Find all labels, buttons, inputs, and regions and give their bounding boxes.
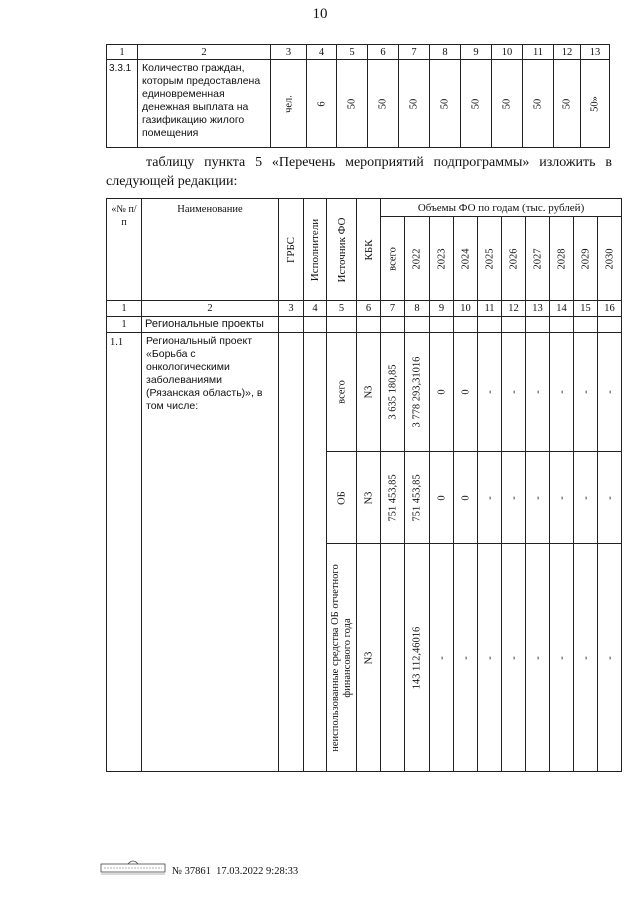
- column-number: 7: [399, 45, 430, 60]
- kbk-cell: N3: [357, 452, 381, 544]
- column-number: 11: [478, 301, 502, 317]
- header-year: 2023: [430, 217, 454, 301]
- header-source: Источник ФО: [327, 199, 357, 301]
- column-number: 14: [550, 301, 574, 317]
- year-2022-cell: 751 453,85: [405, 452, 430, 544]
- value-cell: 50: [461, 60, 492, 148]
- project-number: 1.1: [107, 333, 142, 772]
- year-value-cell: -: [478, 452, 502, 544]
- project-name: Региональный проект «Борьба с онкологическими заболеваниями (Рязанская область)», в том числе:: [142, 333, 279, 772]
- header-total: всего: [381, 217, 405, 301]
- header-year: 2026: [502, 217, 526, 301]
- unit-cell: чел.: [271, 60, 307, 148]
- column-number: 15: [574, 301, 598, 317]
- header-num: «№ п/п: [107, 199, 142, 301]
- header-volumes: Объемы ФО по годам (тыс. рублей): [381, 199, 622, 217]
- column-number: 6: [357, 301, 381, 317]
- column-number: 7: [381, 301, 405, 317]
- page-number: 10: [312, 6, 328, 22]
- header-grbs: ГРБС: [279, 199, 304, 301]
- header-year: 2022: [405, 217, 430, 301]
- header-kbk: КБК: [357, 199, 381, 301]
- year-value-cell: -: [478, 333, 502, 452]
- year-value-cell: -: [550, 452, 574, 544]
- header-year: 2027: [526, 217, 550, 301]
- section-name: Региональные проекты: [142, 317, 279, 333]
- value-cell: 50: [399, 60, 430, 148]
- column-number: 2: [138, 45, 271, 60]
- total-cell: [381, 544, 405, 772]
- year-value-cell: -: [574, 452, 598, 544]
- table-activities: [106, 198, 622, 772]
- column-number: 1: [107, 301, 142, 317]
- column-number: 11: [523, 45, 554, 60]
- year-value-cell: -: [526, 452, 550, 544]
- value-cell: 50: [430, 60, 461, 148]
- header-year: 2024: [454, 217, 478, 301]
- column-number: 6: [368, 45, 399, 60]
- timestamp: 17.03.2022 9:28:33: [216, 866, 299, 877]
- total-cell: 751 453,85: [381, 452, 405, 544]
- doc-number: № 37861: [172, 866, 211, 877]
- table-row: [107, 333, 622, 452]
- kbk-cell: N3: [357, 544, 381, 772]
- column-number: 1: [107, 45, 138, 60]
- column-number: 8: [405, 301, 430, 317]
- year-value-cell: -: [502, 544, 526, 772]
- year-value-cell: -: [502, 333, 526, 452]
- section-number: 1: [107, 317, 142, 333]
- year-value-cell: -: [502, 452, 526, 544]
- column-number: 12: [554, 45, 581, 60]
- year-2022-cell: 3 778 293,31016: [405, 333, 430, 452]
- header-year: 2030: [598, 217, 622, 301]
- value-cell: 50: [523, 60, 554, 148]
- year-value-cell: -: [454, 544, 478, 772]
- column-number: 4: [307, 45, 337, 60]
- row-number: 3.3.1: [107, 60, 138, 148]
- instruction-paragraph: таблицу пункта 5 «Перечень мероприятий подпрограммы» изложить в следующей редакции:: [106, 155, 612, 189]
- value-cell: 50: [368, 60, 399, 148]
- table1-header-row: [107, 45, 610, 60]
- column-number: 13: [581, 45, 610, 60]
- column-number: 9: [461, 45, 492, 60]
- header-year: 2029: [574, 217, 598, 301]
- year-value-cell: -: [598, 333, 622, 452]
- column-number: 5: [337, 45, 368, 60]
- footer: [172, 866, 298, 877]
- year-value-cell: -: [574, 544, 598, 772]
- value-cell: 50: [492, 60, 523, 148]
- year-value-cell: -: [550, 544, 574, 772]
- header-year: 2028: [550, 217, 574, 301]
- value-cell: 50»: [581, 60, 610, 148]
- year-value-cell: -: [478, 544, 502, 772]
- indicator-name: Количество граждан, которым предоставлена единовременная денежная выплата на газификацию жилого помещения: [138, 60, 271, 148]
- year-value-cell: -: [430, 544, 454, 772]
- year-2022-cell: 143 112,46016: [405, 544, 430, 772]
- value-cell: 6: [307, 60, 337, 148]
- column-number: 10: [492, 45, 523, 60]
- year-value-cell: -: [598, 452, 622, 544]
- year-value-cell: -: [526, 544, 550, 772]
- column-number: 2: [142, 301, 279, 317]
- column-number: 3: [271, 45, 307, 60]
- column-number: 10: [454, 301, 478, 317]
- year-value-cell: -: [574, 333, 598, 452]
- column-numbers-row: [107, 301, 622, 317]
- header-name: Наименование: [142, 199, 279, 301]
- total-cell: 3 635 180,85: [381, 333, 405, 452]
- column-number: 12: [502, 301, 526, 317]
- year-value-cell: -: [526, 333, 550, 452]
- column-number: 16: [598, 301, 622, 317]
- column-number: 3: [279, 301, 304, 317]
- header-year: 2025: [478, 217, 502, 301]
- column-number: 8: [430, 45, 461, 60]
- column-number: 4: [304, 301, 327, 317]
- section-row: [107, 317, 622, 333]
- year-value-cell: -: [550, 333, 574, 452]
- value-cell: 50: [554, 60, 581, 148]
- year-value-cell: 0: [454, 452, 478, 544]
- seal-stamp: [100, 857, 166, 875]
- column-number: 13: [526, 301, 550, 317]
- year-value-cell: 0: [454, 333, 478, 452]
- value-cell: 50: [337, 60, 368, 148]
- year-value-cell: 0: [430, 452, 454, 544]
- column-number: 5: [327, 301, 357, 317]
- year-value-cell: -: [598, 544, 622, 772]
- column-number: 9: [430, 301, 454, 317]
- kbk-cell: N3: [357, 333, 381, 452]
- table-row: [107, 60, 610, 148]
- source-cell: ОБ: [327, 452, 357, 544]
- source-cell: всего: [327, 333, 357, 452]
- table-indicators: [106, 44, 610, 148]
- header-executors: Исполнители: [304, 199, 327, 301]
- year-value-cell: 0: [430, 333, 454, 452]
- source-cell: неиспользованные средства ОБ отчетного финансового года: [327, 544, 357, 772]
